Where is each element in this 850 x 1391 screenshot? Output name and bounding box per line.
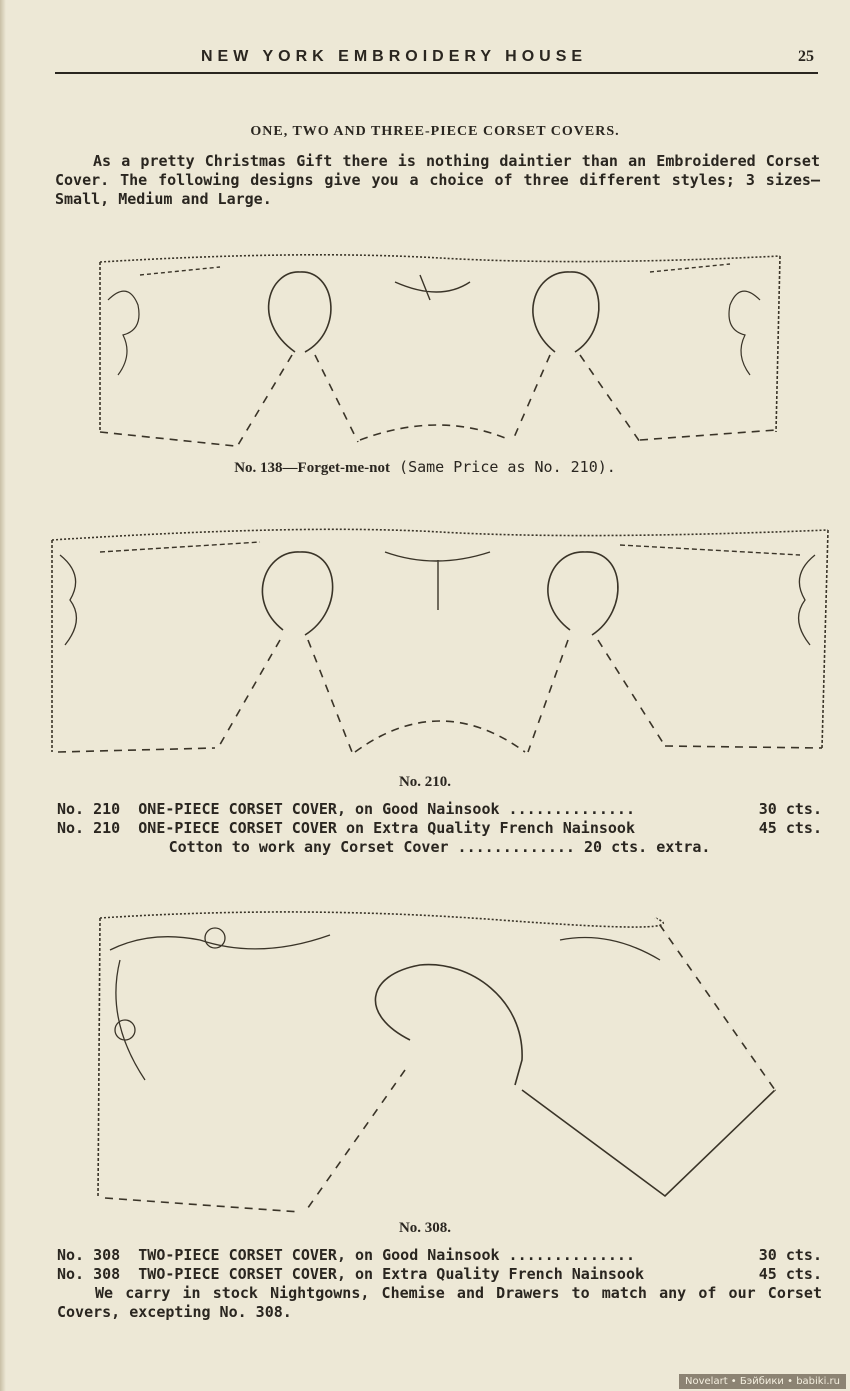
price-value: 45 cts. [758,819,822,837]
price-value: 30 cts. [758,1246,822,1264]
running-title: NEW YORK EMBROIDERY HOUSE [201,48,588,65]
pattern-308-illustration [98,912,775,1212]
price-label: No. 308 TWO-PIECE CORSET COVER, on Extra Quality French Nainsook [57,1265,644,1283]
price-list-210 [57,800,822,857]
caption-308 [0,1218,850,1237]
intro-text: As a pretty Christmas Gift there is nothing daintier than an Embroidered Corset Cover. The following designs give you a choice of three different styles; 3 sizes—Small, Medium and Large. [55,152,820,208]
design-number: No. 210. [398,774,452,790]
page-number: 25 [798,48,814,65]
price-row [57,1246,822,1265]
price-row [57,1265,822,1284]
design-number: No. 308. [398,1220,452,1236]
price-row [57,819,822,838]
section-heading: ONE, TWO AND THREE-PIECE CORSET COVERS. [250,124,620,139]
watermark: Novelart • Бэйбики • babiki.ru [679,1374,846,1389]
price-row [57,800,822,819]
price-label: No. 210 ONE-PIECE CORSET COVER on Extra Quality French Nainsook [57,819,635,837]
price-label: No. 308 TWO-PIECE CORSET COVER, on Good Nainsook .............. [57,1246,635,1264]
pattern-138-illustration [100,255,780,446]
price-value: 30 cts. [758,800,822,818]
design-number: No. 138— [234,460,298,476]
design-note: (Same Price as No. 210). [390,458,616,476]
price-list-308 [57,1246,822,1322]
price-label: No. 210 ONE-PIECE CORSET COVER, on Good Nainsook .............. [57,800,635,818]
design-name: Forget-me-not [297,460,391,476]
stock-note: We carry in stock Nightgowns, Chemise and Drawers to match any of our Corset Covers, excepting No. 308. [57,1284,822,1321]
caption-138 [0,458,850,477]
price-value: 45 cts. [758,1265,822,1283]
pattern-210-illustration [52,529,828,752]
caption-210 [0,772,850,791]
cotton-note: Cotton to work any Corset Cover ............. 20 cts. extra. [168,838,711,856]
